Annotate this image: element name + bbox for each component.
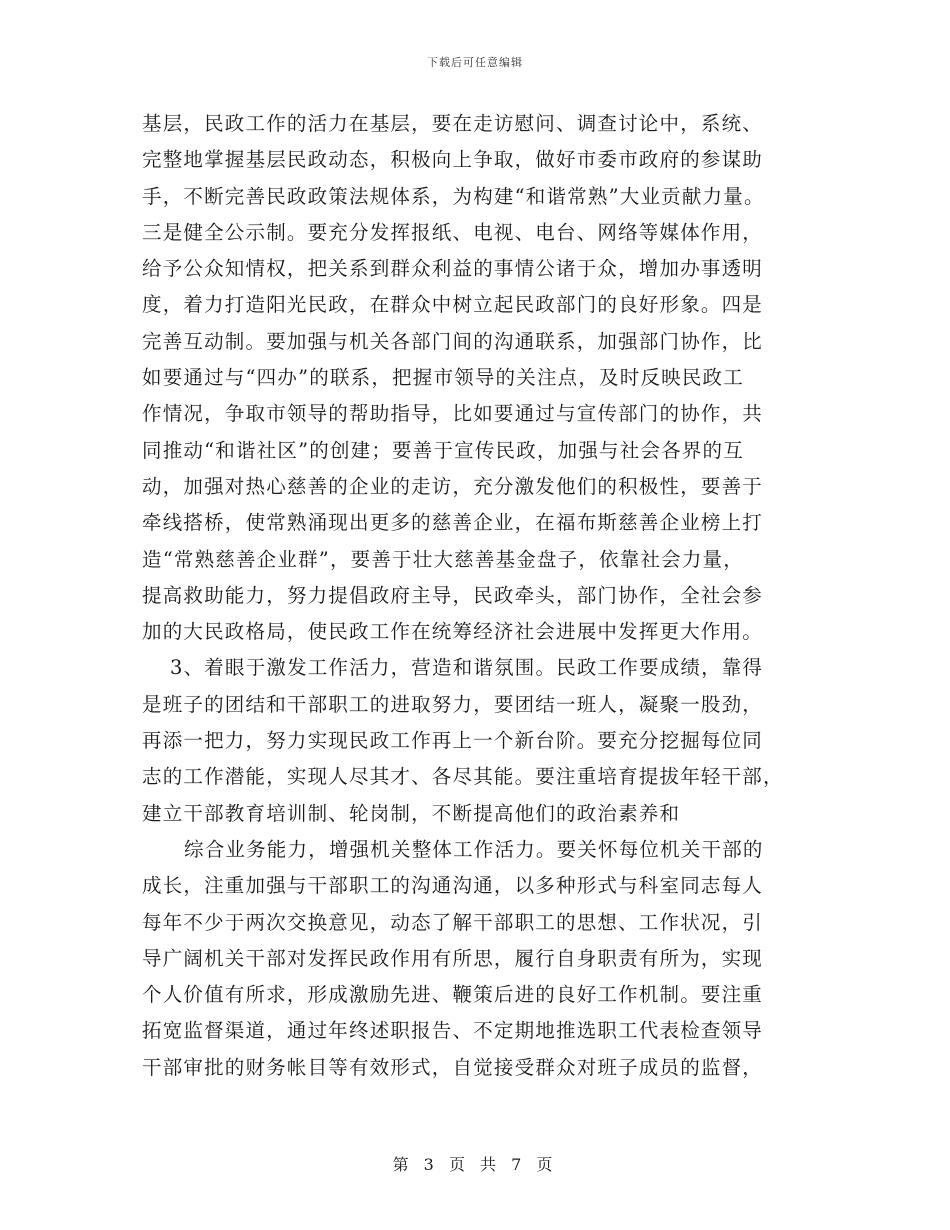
text-line: 干部审批的财务帐目等有效形式，自觉接受群众对班子成员的监督， xyxy=(142,1055,764,1079)
text-line: 手，不断完善民政政策法规体系，为构建“和谐常熟”大业贡献力量。 xyxy=(142,184,765,208)
text-line: 个人价值有所求，形成激励先进、鞭策后进的良好工作机制。要注重 xyxy=(142,983,764,1007)
page-header: 下载后可任意编辑 xyxy=(427,56,523,69)
text-line: 志的工作潜能，实现人尽其才、各尽其能。要注重培育提拔年轻干部， xyxy=(142,765,784,789)
document-body xyxy=(142,106,812,1086)
text-line: 加的大民政格局，使民政工作在统筹经济社会进展中发挥更大作用。 xyxy=(142,620,764,644)
paragraph-start-line: 3、着眼于激发工作活力，营造和谐氛围。民政工作要成绩，靠得 xyxy=(170,656,764,680)
text-line: 度，着力打造阳光民政，在群众中树立起民政部门的良好形象。四是 xyxy=(142,293,764,317)
text-line: 导广阔机关干部对发挥民政作用有所思，履行自身职责有所为，实现 xyxy=(142,946,764,970)
text-line: 完整地掌握基层民政动态，积极向上争取，做好市委市政府的参谋助 xyxy=(142,148,764,172)
text-line: 再添一把力，努力实现民政工作再上一个新台阶。要充分挖掘每位同 xyxy=(142,729,764,753)
page-number: 第 3 页 共 7 页 xyxy=(392,1155,558,1174)
text-line: 完善互动制。要加强与机关各部门间的沟通联系，加强部门协作，比 xyxy=(142,329,764,353)
text-line: 作情况，争取市领导的帮助指导，比如要通过与宣传部门的协作，共 xyxy=(142,402,764,426)
text-line: 给予公众知情权，把关系到群众利益的事情公诸于众，增加办事透明 xyxy=(142,257,764,281)
text-line: 提高救助能力，努力提倡政府主导，民政牵头，部门协作，全社会参 xyxy=(142,583,764,607)
text-line: 动，加强对热心慈善的企业的走访，充分激发他们的积极性，要善于 xyxy=(142,474,764,498)
text-line: 造“常熟慈善企业群”，要善于壮大慈善基金盘子，依靠社会力量， xyxy=(142,547,744,571)
text-line: 三是健全公示制。要充分发挥报纸、电视、电台、网络等媒体作用， xyxy=(142,220,764,244)
text-line: 基层，民政工作的活力在基层，要在走访慰问、调查讨论中，系统、 xyxy=(142,112,764,135)
text-line: 拓宽监督渠道，通过年终述职报告、不定期地推选职工代表检查领导 xyxy=(142,1019,764,1043)
text-line: 是班子的团结和干部职工的进取努力，要团结一班人，凝聚一股劲， xyxy=(142,692,764,716)
text-line: 牵线搭桥，使常熟涌现出更多的慈善企业，在福布斯慈善企业榜上打 xyxy=(142,511,764,535)
text-line: 成长，注重加强与干部职工的沟通沟通，以多种形式与科室同志每人 xyxy=(142,874,764,898)
text-line: 每年不少于两次交换意见，动态了解干部职工的思想、工作状况，引 xyxy=(142,910,764,934)
text-line: 如要通过与“四办”的联系，把握市领导的关注点，及时反映民政工 xyxy=(142,366,744,390)
paragraph-start-line: 综合业务能力，增强机关整体工作活力。要关怀每位机关干部的 xyxy=(184,837,764,861)
text-line: 同推动“和谐社区”的创建；要善于宣传民政，加强与社会各界的互 xyxy=(142,438,744,462)
text-line: 建立干部教育培训制、轮岗制，不断提高他们的政治素养和 xyxy=(142,801,681,825)
